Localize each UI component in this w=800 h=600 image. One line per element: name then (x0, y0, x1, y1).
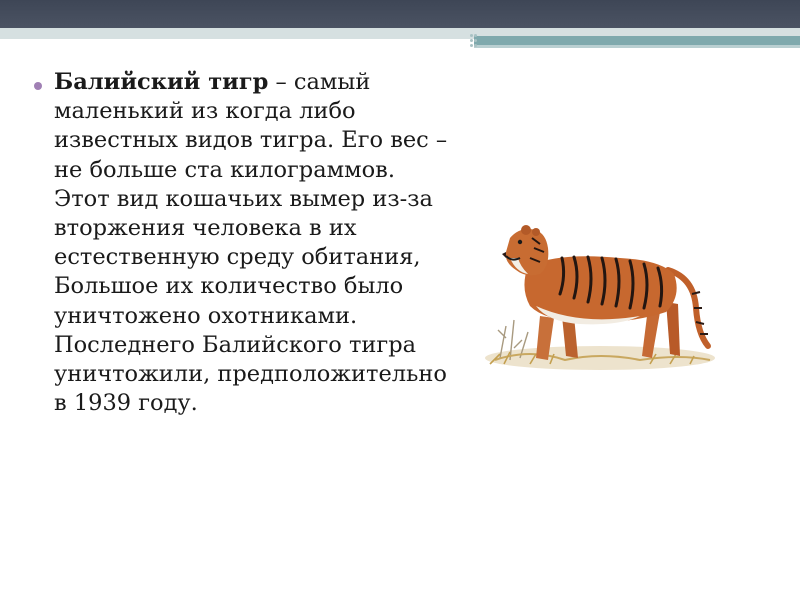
bullet-text (54, 68, 450, 418)
header-accent-strip-thin (474, 45, 800, 48)
header-accent-strip (474, 36, 800, 45)
bullet-lead-bold: Балийский тигр (54, 69, 269, 95)
tiger-illustration-icon (470, 208, 738, 398)
bullet-icon (34, 82, 42, 90)
header-dots-decoration (470, 34, 480, 48)
bullet-body: – самый маленький из когда либо известных видов тигра. Его вес – не больше ста килограммов. Этот вид кошачьих вымер из-за вторжения человека в их естественную среду обитания, Большое их количество было уничтожено охотниками. Последнего Балийского тигра уничтожили, предположительно в 1939 году. (54, 69, 448, 417)
header-band (0, 0, 800, 28)
slide-content (30, 68, 450, 418)
bullet-item (30, 68, 450, 418)
